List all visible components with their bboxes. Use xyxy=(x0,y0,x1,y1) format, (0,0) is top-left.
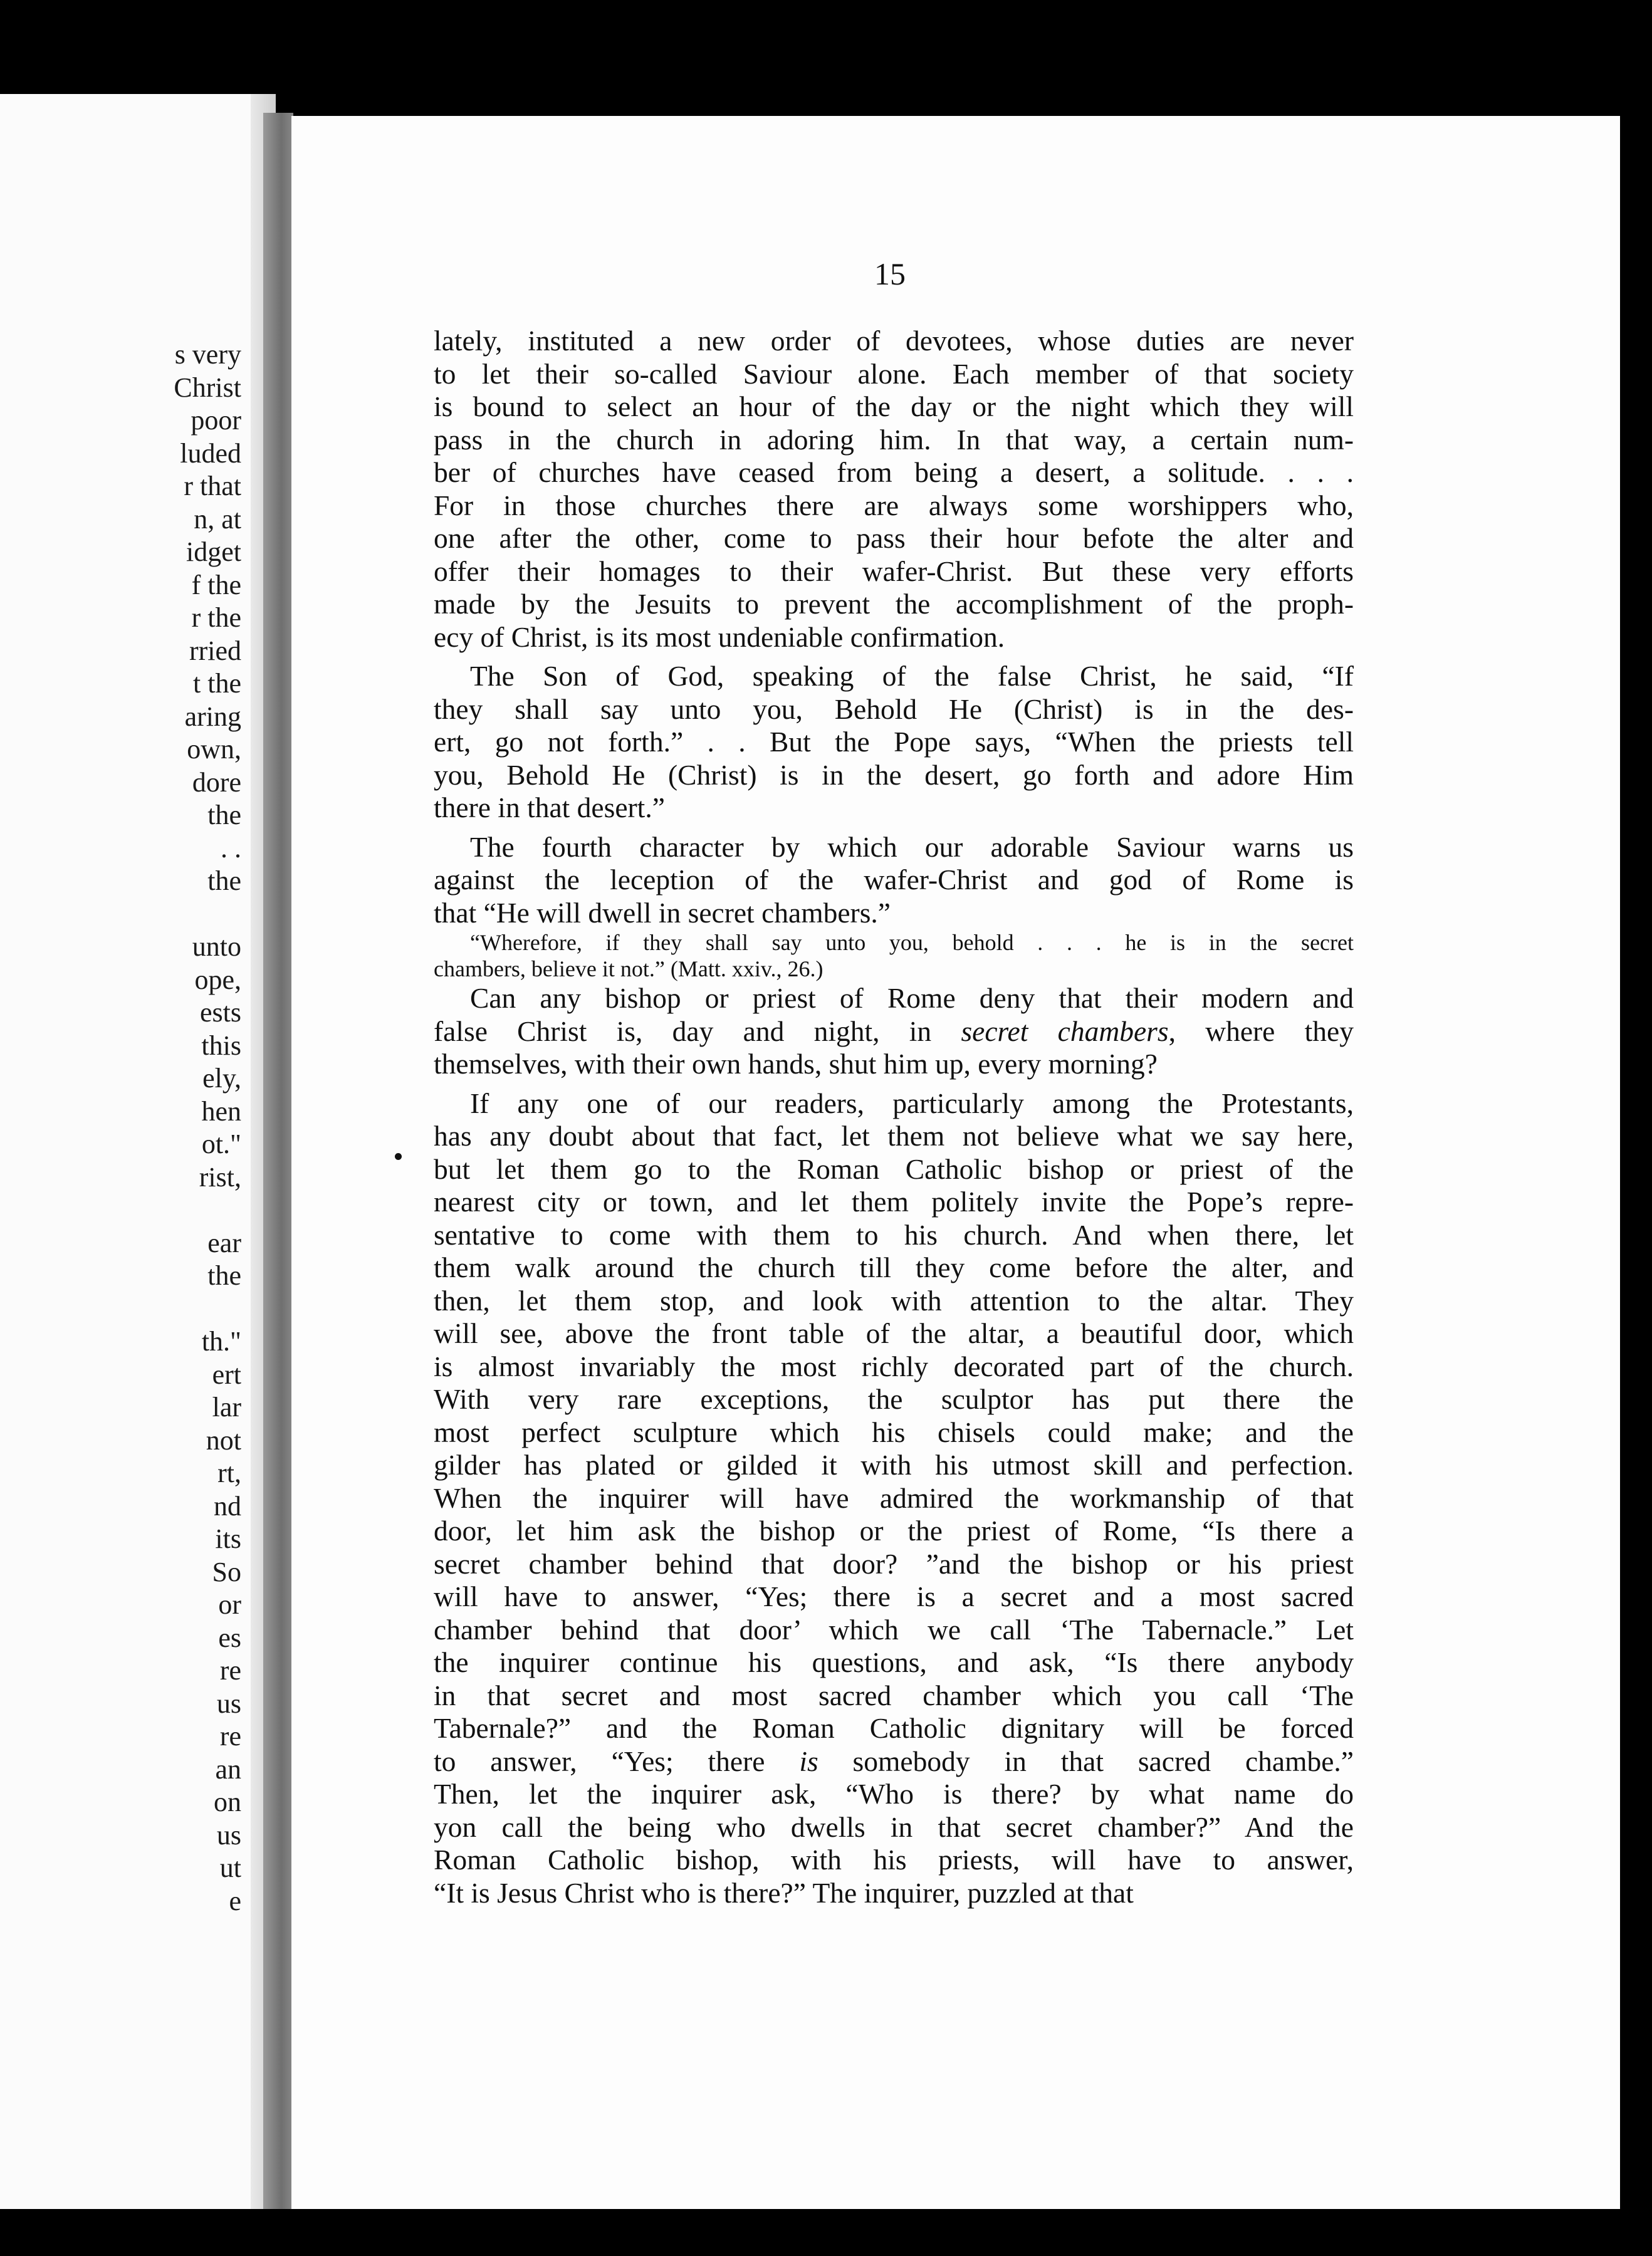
facing-page-line: ests xyxy=(200,997,241,1028)
text-line: chambers, believe it not.” (Matt. xxiv., 26.) xyxy=(434,956,823,981)
text-line: against the leception of the wafer-Christ and god of Rome is xyxy=(434,864,1354,896)
facing-page-line: th." xyxy=(201,1326,241,1357)
text-line: to let their so-called Saviour alone. Each member of that society xyxy=(434,357,1354,390)
paragraph xyxy=(434,982,1354,1081)
text-line: the inquirer continue his questions, and ask, “Is there anybody xyxy=(434,1646,1354,1678)
facing-page-line: s very xyxy=(174,339,241,370)
facing-page-line xyxy=(53,1293,241,1326)
facing-page-line: r that xyxy=(184,471,241,501)
facing-page-line: t the xyxy=(193,668,241,699)
text-line: is almost invariably the most richly decorated part of the church. xyxy=(434,1350,1354,1382)
facing-page-line: rried xyxy=(189,635,241,666)
text-line: most perfect sculpture which his chisels could make; and the xyxy=(434,1416,1354,1448)
text-line: With very rare exceptions, the sculptor has put there the xyxy=(434,1383,1354,1415)
paragraph xyxy=(434,1087,1354,1910)
text-line: then, let them stop, and look with attention to the altar. They xyxy=(434,1284,1354,1317)
facing-page-line: re xyxy=(219,1721,241,1752)
text-line: false Christ is, day and night, in secret chambers, where they xyxy=(434,1015,1354,1047)
text-line: For in those churches there are always some worshippers who, xyxy=(434,489,1354,521)
text-line: door, let him ask the bishop or the priest of Rome, “Is there a xyxy=(434,1515,1354,1547)
text-line: nearest city or town, and let them politely invite the Pope’s repre- xyxy=(434,1186,1354,1218)
text-line: one after the other, come to pass their hour befote the alter and xyxy=(434,522,1354,554)
facing-page-line xyxy=(53,898,241,931)
text-line: will see, above the front table of the altar, a beautiful door, which xyxy=(434,1317,1354,1349)
paragraph xyxy=(434,325,1354,654)
text-line: If any one of our readers, particularly among the Protestants, xyxy=(470,1087,1354,1119)
facing-page-line: the xyxy=(207,865,241,896)
facing-page-line: rist, xyxy=(199,1161,241,1193)
facing-page-line: own, xyxy=(187,734,241,765)
facing-page-line: rt, xyxy=(217,1458,241,1488)
text-line: Then, let the inquirer ask, “Who is there? by what name do xyxy=(434,1778,1354,1810)
facing-page-line: ot." xyxy=(201,1129,241,1159)
text-line: they shall say unto you, Behold He (Christ) is in the des- xyxy=(434,692,1354,725)
text-line: that “He will dwell in secret chambers.” xyxy=(434,896,891,929)
facing-page-line: ut xyxy=(219,1852,241,1883)
facing-page-line: ert xyxy=(212,1359,241,1390)
facing-page-line: this xyxy=(201,1030,241,1061)
text-line: ber of churches have ceased from being a desert, a solitude. . . . xyxy=(434,456,1354,488)
paragraph xyxy=(434,831,1354,930)
facing-page-line: . . xyxy=(221,832,241,864)
facing-page-line: ear xyxy=(207,1227,241,1258)
text-line: but let them go to the Roman Catholic bishop or priest of the xyxy=(434,1152,1354,1185)
text-line: The Son of God, speaking of the false Christ, he said, “If xyxy=(470,660,1354,692)
text-line: yon call the being who dwells in that secret chamber?” And the xyxy=(434,1810,1354,1843)
facing-page-line: ope, xyxy=(194,964,241,995)
facing-page-line: idget xyxy=(186,536,241,567)
text-line: “It is Jesus Christ who is there?” The inquirer, puzzled at that xyxy=(434,1876,1134,1909)
facing-page-line xyxy=(53,1194,241,1227)
facing-page-line: its xyxy=(215,1523,241,1554)
book-gutter xyxy=(263,113,293,2209)
text-line: themselves, with their own hands, shut him up, every morning? xyxy=(434,1048,1158,1080)
facing-page-line: poor xyxy=(191,405,241,436)
text-line: chamber behind that door’ which we call ‘The Tabernacle.” Let xyxy=(434,1613,1354,1646)
facing-page-line: r the xyxy=(191,602,241,633)
text-line: When the inquirer will have admired the workmanship of that xyxy=(434,1481,1354,1514)
facing-page-line: luded xyxy=(180,437,241,469)
facing-page-line: on xyxy=(214,1787,241,1817)
facing-page-line: an xyxy=(215,1753,241,1785)
text-line: to answer, “Yes; there is somebody in that sacred chambe.” xyxy=(434,1745,1354,1777)
text-line: Tabernale?” and the Roman Catholic dignitary will be forced xyxy=(434,1712,1354,1744)
text-line: made by the Jesuits to prevent the accomplishment of the proph- xyxy=(434,588,1354,620)
facing-page-line: not xyxy=(206,1424,241,1456)
facing-page-line: us xyxy=(216,1819,241,1851)
text-line: them walk around the church till they come before the alter, and xyxy=(434,1251,1354,1283)
text-line: will have to answer, “Yes; there is a secret and a most sacred xyxy=(434,1580,1354,1612)
facing-page-line: e xyxy=(229,1885,241,1916)
text-line: Can any bishop or priest of Rome deny that their modern and xyxy=(470,982,1354,1014)
text-line: is bound to select an hour of the day or the night which they will xyxy=(434,390,1354,422)
facing-page-line: n, at xyxy=(194,503,241,535)
page-number: 15 xyxy=(874,256,906,291)
text-line: secret chamber behind that door? ”and the bishop or his priest xyxy=(434,1547,1354,1580)
facing-page-line: the xyxy=(207,1260,241,1291)
facing-page-line: es xyxy=(218,1622,241,1653)
facing-page-line: lar xyxy=(212,1392,241,1423)
text-line: lately, instituted a new order of devotees, whose duties are never xyxy=(434,325,1354,357)
text-line: has any doubt about that fact, let them not believe what we say here, xyxy=(434,1120,1354,1152)
text-line: ert, go not forth.” . . But the Pope says, “When the priests tell xyxy=(434,726,1354,758)
facing-page-line: f the xyxy=(191,569,241,600)
facing-page xyxy=(0,94,276,2209)
text-line: offer their homages to their wafer-Christ. But these very efforts xyxy=(434,555,1354,587)
text-line: you, Behold He (Christ) is in the desert, go forth and adore Him xyxy=(434,758,1354,791)
text-line: gilder has plated or gilded it with his utmost skill and perfection. xyxy=(434,1449,1354,1481)
text-line: ecy of Christ, is its most undeniable confirmation. xyxy=(434,620,1005,653)
text-line: there in that desert.” xyxy=(434,791,665,823)
facing-page-line: re xyxy=(219,1655,241,1686)
facing-page-line: dore xyxy=(192,766,241,798)
facing-page-line: nd xyxy=(214,1490,241,1522)
facing-page-text xyxy=(53,338,241,1918)
text-line: “Wherefore, if they shall say unto you, behold . . . he is in the secret xyxy=(470,930,1354,955)
page-body-text xyxy=(434,325,1354,1909)
facing-page-line: or xyxy=(218,1589,241,1620)
paragraph xyxy=(434,660,1354,825)
facing-page-line: the xyxy=(207,800,241,830)
text-line: pass in the church in adoring him. In that way, a certain num- xyxy=(434,423,1354,456)
ink-speck xyxy=(395,1153,402,1160)
text-line: sentative to come with them to his church. And when there, let xyxy=(434,1218,1354,1251)
facing-page-line: hen xyxy=(201,1095,241,1127)
text-line: The fourth character by which our adorable Saviour warns us xyxy=(470,830,1354,863)
block-quote xyxy=(434,929,1354,982)
facing-page-line: Christ xyxy=(174,372,241,403)
facing-page-line: unto xyxy=(192,931,241,962)
facing-page-line: ely, xyxy=(202,1063,241,1094)
facing-page-line: us xyxy=(216,1688,241,1719)
facing-page-line: So xyxy=(212,1556,241,1587)
text-line: Roman Catholic bishop, with his priests, will have to answer, xyxy=(434,1844,1354,1876)
facing-page-line: aring xyxy=(184,701,241,732)
text-line: in that secret and most sacred chamber which you call ‘The xyxy=(434,1679,1354,1711)
